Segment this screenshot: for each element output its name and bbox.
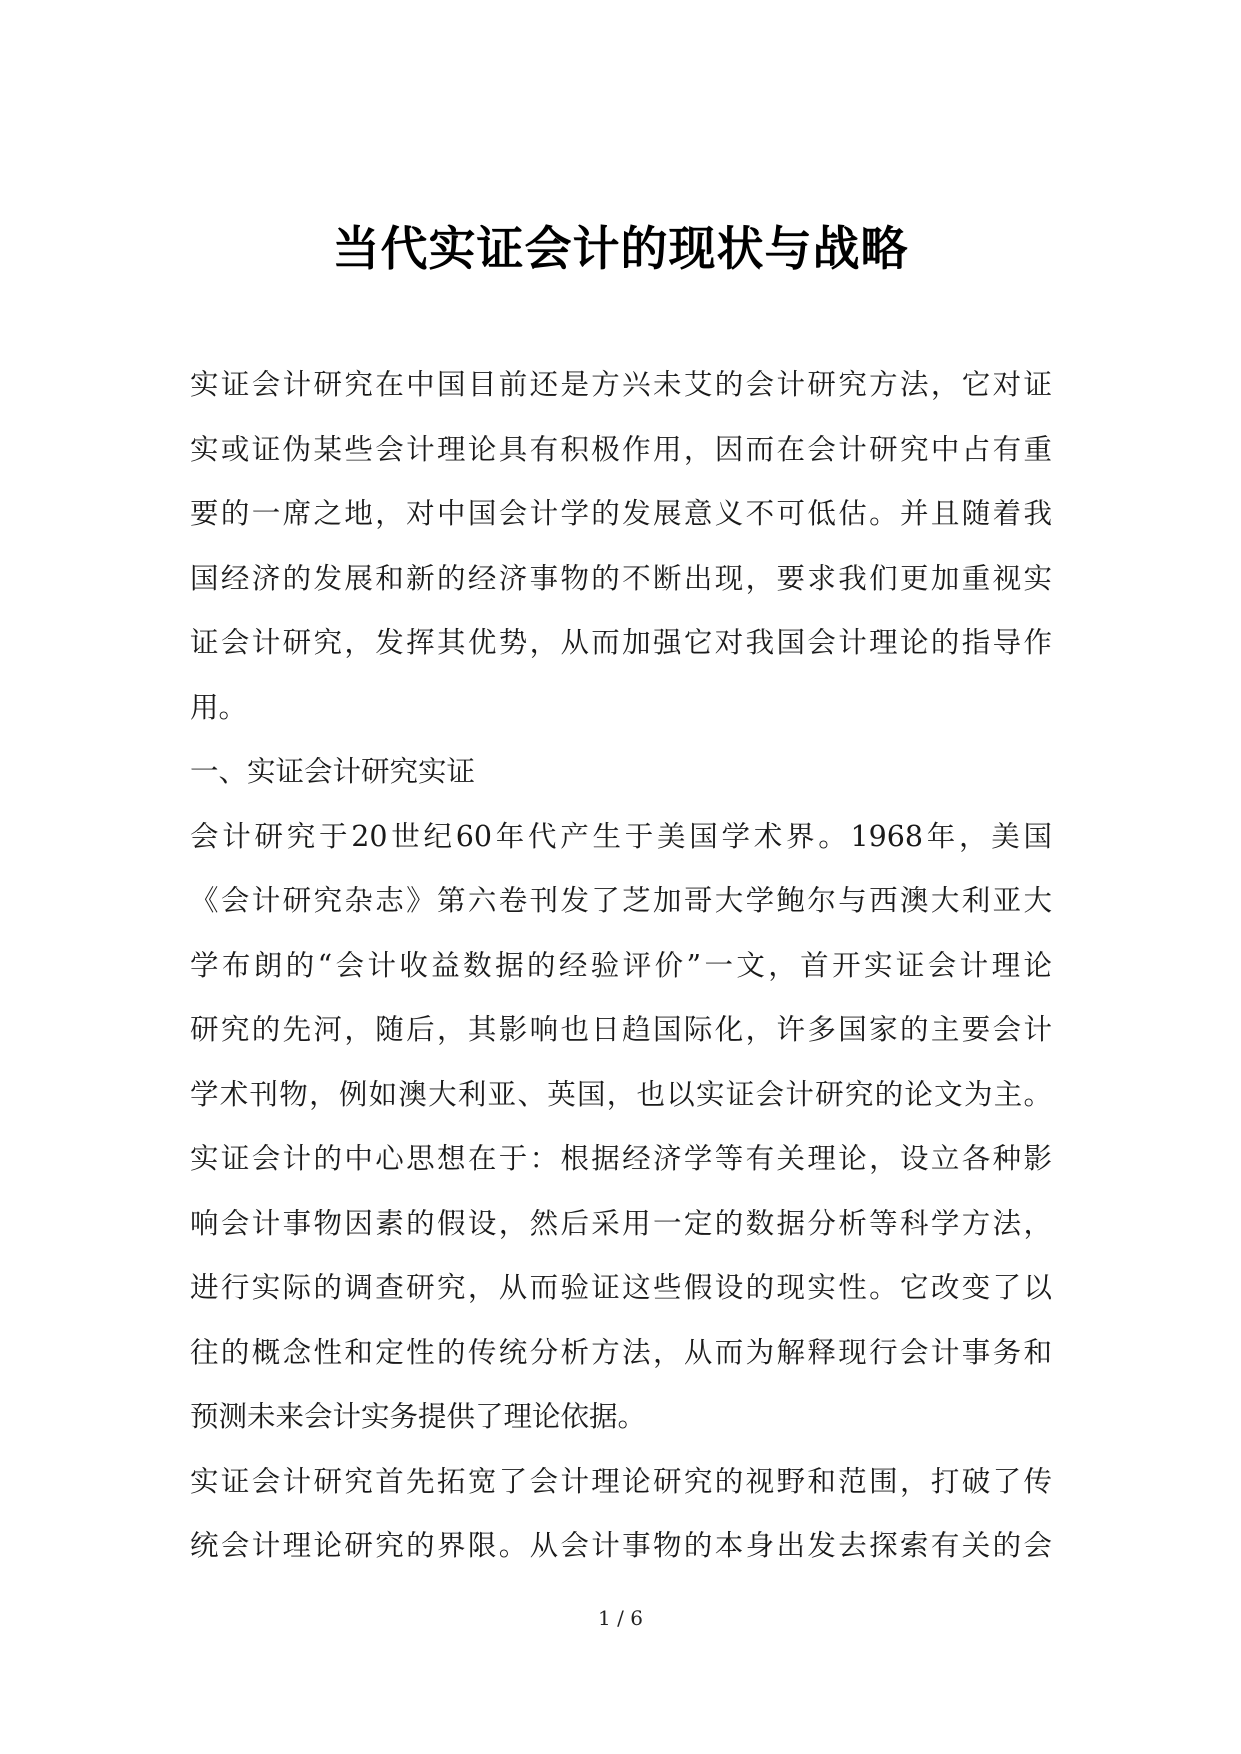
text-line: 证会计研究，发挥其优势，从而加强它对我国会计理论的指导作 bbox=[190, 626, 1052, 659]
section-heading: 一、实证会计研究实证 bbox=[190, 755, 476, 788]
text-line: 研究的先河，随后，其影响也日趋国际化，许多国家的主要会计 bbox=[190, 1013, 1052, 1046]
page-number: 1 / 6 bbox=[598, 1606, 643, 1630]
document-body bbox=[190, 353, 1052, 1579]
text-line: 进行实际的调查研究，从而验证这些假设的现实性。它改变了以 bbox=[190, 1271, 1052, 1304]
text-line: 实证会计的中心思想在于：根据经济学等有关理论，设立各种影 bbox=[190, 1142, 1052, 1175]
text-line: 预测未来会计实务提供了理论依据。 bbox=[190, 1400, 647, 1433]
text-line: 学布朗的“会计收益数据的经验评价”一文，首开实证会计理论 bbox=[190, 948, 1052, 982]
text-line: 统会计理论研究的界限。从会计事物的本身出发去探索有关的会 bbox=[190, 1529, 1052, 1562]
text-line: 用。 bbox=[190, 690, 248, 724]
document-title: 当代实证会计的现状与战略 bbox=[332, 222, 909, 277]
text-line: 《会计研究杂志》第六卷刊发了芝加哥大学鲍尔与西澳大利亚大 bbox=[190, 884, 1052, 917]
text-line: 国经济的发展和新的经济事物的不断出现，要求我们更加重视实 bbox=[190, 561, 1052, 595]
text-line: 往的概念性和定性的传统分析方法，从而为解释现行会计事务和 bbox=[190, 1335, 1052, 1369]
text-line: 要的一席之地，对中国会计学的发展意义不可低估。并且随着我 bbox=[190, 497, 1052, 530]
text-line: 实证会计研究在中国目前还是方兴未艾的会计研究方法，它对证 bbox=[190, 368, 1052, 401]
text-line: 学术刊物，例如澳大利亚、英国，也以实证会计研究的论文为主。 bbox=[190, 1077, 1052, 1111]
text-line: 实或证伪某些会计理论具有积极作用，因而在会计研究中占有重 bbox=[190, 432, 1052, 466]
text-line: 实证会计研究首先拓宽了会计理论研究的视野和范围，打破了传 bbox=[190, 1464, 1052, 1498]
text-line: 响会计事物因素的假设，然后采用一定的数据分析等科学方法， bbox=[190, 1206, 1052, 1240]
text-line: 会计研究于20世纪60年代产生于美国学术界。1968年，美国 bbox=[190, 819, 1052, 853]
